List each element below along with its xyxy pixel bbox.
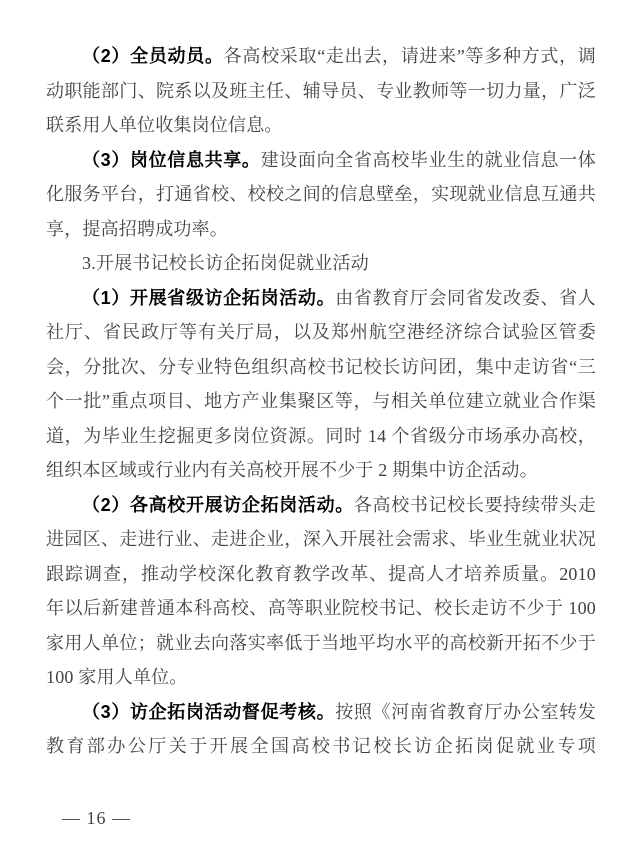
paragraph-lead: （1）开展省级访企拓岗活动。 [82, 287, 336, 308]
paragraph [46, 488, 596, 695]
paragraph-text: 3.开展书记校长访企拓岗促就业活动 [82, 253, 369, 273]
page-number: — 16 — [62, 808, 131, 828]
paragraph [46, 281, 596, 488]
paragraph [46, 246, 596, 281]
paragraph [46, 39, 596, 143]
paragraph-lead: （2）各高校开展访企拓岗活动。 [82, 494, 354, 515]
paragraph-text: 由省教育厅会同省发改委、省人社厅、省民政厅等有关厅局，以及郑州航空港经济综合试验区管委会，分批次、分专业特色组织高校书记校长访问团，集中走访省“三个一批”重点项目、地方产业集聚区等，与相关单位建立就业合作渠道，为毕业生挖掘更多岗位资源。同时 14 个省级分市场承办高校，组织本区域或行业内有关高校开展不少于 2 期集中访企活动。 [46, 287, 596, 480]
paragraph-text: 各高校书记校长要持续带头走进园区、走进行业、走进企业，深入开展社会需求、毕业生就业状况跟踪调查，推动学校深化教育教学改革、提高人才培养质量。2010 年以后新建普通本科高校、高等职业院校书记、校长走访不少于 100 家用人单位；就业去向落实率低于当地平均水平的高校新开拓不少于 100 家用人单位。 [46, 494, 596, 687]
paragraph-text: 按照《河南省教育厅办公室转发教育部办公厅关于开展全国高校书记校长访企拓岗促就业专项 [46, 701, 596, 756]
paragraph [46, 143, 596, 247]
paragraph-text: 各高校采取“走出去，请进来”等多种方式，调动职能部门、院系以及班主任、辅导员、专业教师等一切力量，广泛联系用人单位收集岗位信息。 [46, 46, 596, 135]
paragraph-text: 建设面向全省高校毕业生的就业信息一体化服务平台，打通省校、校校之间的信息壁垒，实现就业信息互通共享，提高招聘成功率。 [46, 149, 596, 239]
paragraph-lead: （3）岗位信息共享。 [82, 149, 261, 170]
page-footer [62, 806, 131, 830]
paragraph-lead: （2）全员动员。 [82, 46, 224, 66]
paragraph [46, 695, 596, 764]
paragraph-lead: （3）访企拓岗活动督促考核。 [82, 701, 336, 722]
